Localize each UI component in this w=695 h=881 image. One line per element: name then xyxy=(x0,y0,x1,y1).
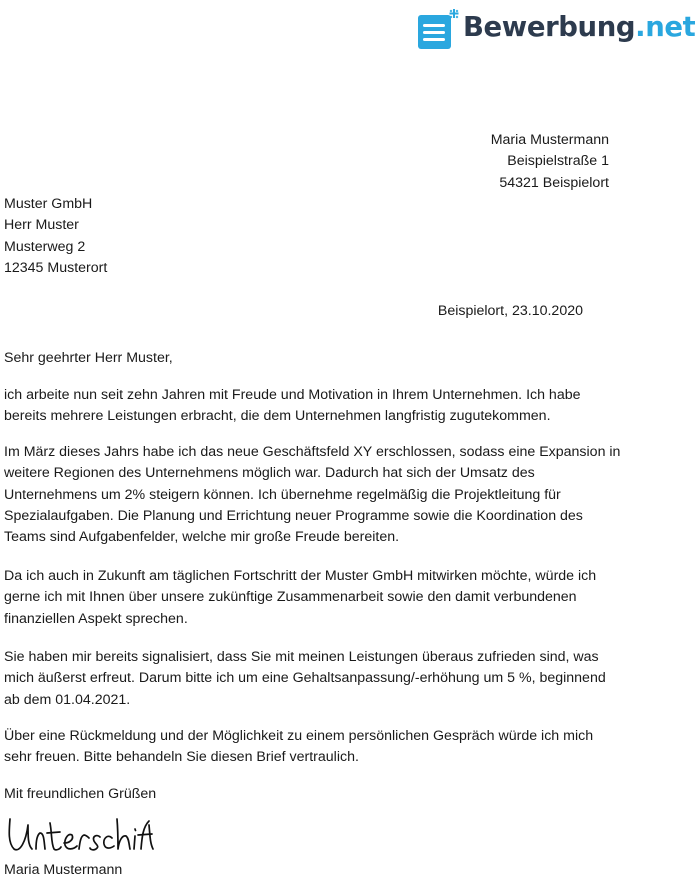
recipient-street: Musterweg 2 xyxy=(4,238,86,255)
body-paragraph: Im März dieses Jahrs habe ich das neue Geschäftsfeld XY erschlossen, sodass eine Expansion in weitere Regionen des Unternehmens möglich war. Dadurch hat sich der Umsatz des Unternehmens um 2% steigern können. Ich übernehme regelmäßig die Projektleitung für Spezialaufgaben. Die Planung und Errichtung neuer Programme sowie die Koordination des Teams sind Aufgabenfelder, welche mir große Freude bereiten. xyxy=(4,444,621,546)
body-paragraph: Über eine Rückmeldung und der Möglichkeit zu einem persönlichen Gespräch würde ich mich sehr freuen. Bitte behandeln Sie diesen Brief vertraulich. xyxy=(4,728,594,766)
letter-date: Beispielort, 23.10.2020 xyxy=(437,303,583,319)
body-paragraph: Sie haben mir bereits signalisiert, dass Sie mit meinen Leistungen überaus zufrieden sind, was mich äußerst erfreut. Darum bitte ich um eine Gehaltsanpassung/-erhöhung um 5 %, beginnend ab dem 01.04.2021. xyxy=(4,649,606,708)
sender-name: Maria Mustermann xyxy=(490,132,609,148)
salutation: Sehr geehrter Herr Muster, xyxy=(4,350,173,366)
brand-logo xyxy=(418,4,695,50)
signer-name: Maria Mustermann xyxy=(4,862,123,878)
body-paragraph: Da ich auch in Zukunft am täglichen Fortschritt der Muster GmbH mitwirken möchte, würde ich gerne ich mit Ihnen über unsere zukünftige Zusammenarbeit sowie den damit verbundenen finanziellen Aspekt sprechen. xyxy=(4,568,597,627)
sender-street: Beispielstraße 1 xyxy=(507,153,609,170)
closing-phrase: Mit freundlichen Grüßen xyxy=(4,786,157,802)
recipient-city: 12345 Musterort xyxy=(4,259,108,276)
body-paragraph: ich arbeite nun seit zehn Jahren mit Freude und Motivation in Ihrem Unternehmen. Ich habe bereits mehrere Leistungen erbracht, die dem Unternehmen langfristig zugutekommen. xyxy=(4,387,581,425)
sender-city: 54321 Beispielort xyxy=(499,174,609,191)
recipient-company: Muster GmbH xyxy=(4,196,93,212)
recipient-person: Herr Muster xyxy=(4,217,79,234)
recipient-address xyxy=(4,194,107,279)
logo-tld: .net xyxy=(635,11,695,43)
handwritten-signature xyxy=(4,811,154,859)
sender-address xyxy=(491,130,609,194)
logo-wordmark xyxy=(463,7,695,47)
application-document-icon xyxy=(418,9,458,51)
logo-name: Bewerbung xyxy=(463,11,636,43)
